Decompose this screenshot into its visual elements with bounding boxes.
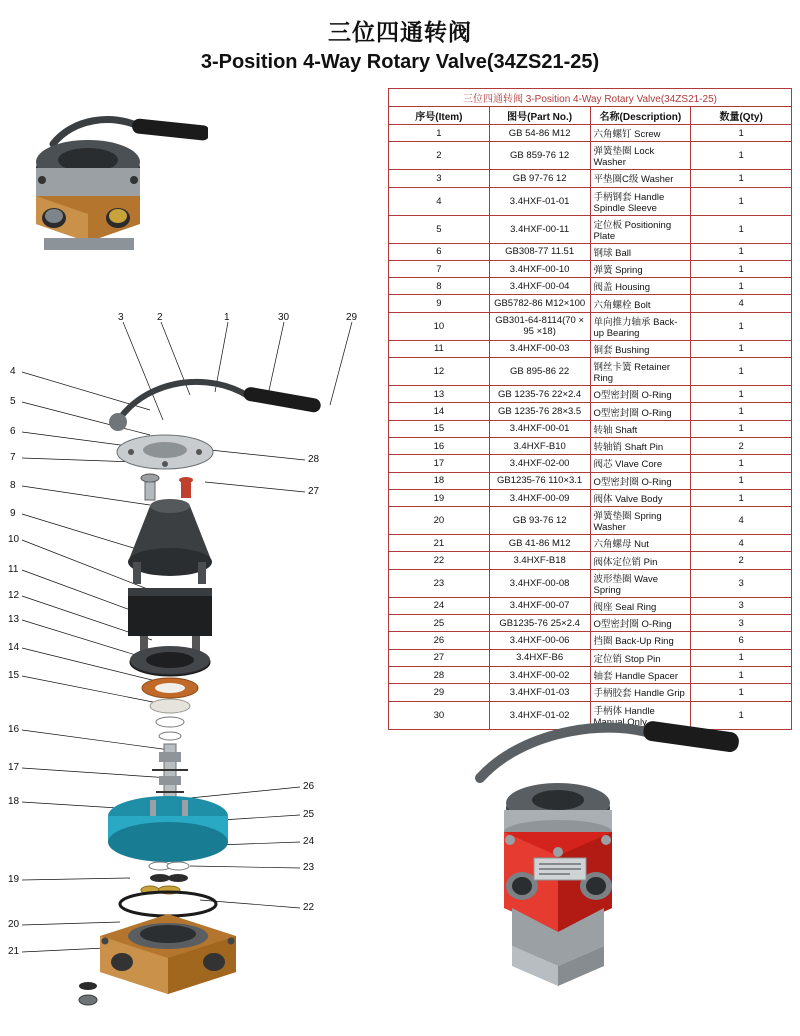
callout-12: 12 xyxy=(8,590,20,601)
cell-description: 六角螺母 Nut xyxy=(590,535,691,552)
cell-qty: 1 xyxy=(691,260,792,277)
table-row xyxy=(389,260,792,277)
cell-qty: 1 xyxy=(691,455,792,472)
table-row xyxy=(389,187,792,215)
product-photo-bottom xyxy=(440,700,750,1000)
callout-16: 16 xyxy=(8,724,20,735)
cell-description: 六角螺钉 Screw xyxy=(590,125,691,142)
table-row xyxy=(389,615,792,632)
cell-qty: 1 xyxy=(691,403,792,420)
cell-item: 21 xyxy=(389,535,490,552)
cell-item: 29 xyxy=(389,684,490,701)
cell-description: 波形垫圈 Wave Spring xyxy=(590,569,691,597)
cell-description: 弹簧垫圈 Lock Washer xyxy=(590,142,691,170)
cell-qty: 1 xyxy=(691,142,792,170)
callout-7: 7 xyxy=(10,452,16,463)
cell-description: 钢球 Ball xyxy=(590,243,691,260)
header-item: 序号(Item) xyxy=(389,107,490,125)
table-row xyxy=(389,666,792,683)
table-row xyxy=(389,142,792,170)
cell-qty: 1 xyxy=(691,215,792,243)
cell-part-no: 3.4HXF-00-09 xyxy=(489,489,590,506)
cell-description: 手柄体 Handle Manual Only xyxy=(590,701,691,729)
cell-part-no: GB5782-86 M12×100 xyxy=(489,295,590,312)
cell-item: 17 xyxy=(389,455,490,472)
callout-28: 28 xyxy=(308,454,320,465)
cell-item: 11 xyxy=(389,340,490,357)
callout-23: 23 xyxy=(303,862,315,873)
header-description: 名称(Description) xyxy=(590,107,691,125)
table-row xyxy=(389,569,792,597)
cell-item: 3 xyxy=(389,170,490,187)
cell-description: 转轴销 Shaft Pin xyxy=(590,437,691,454)
cell-item: 28 xyxy=(389,666,490,683)
cell-part-no: GB 1235-76 22×2.4 xyxy=(489,386,590,403)
callout-25: 25 xyxy=(303,809,315,820)
cell-item: 13 xyxy=(389,386,490,403)
cell-part-no: 3.4HXF-00-08 xyxy=(489,569,590,597)
callout-22: 22 xyxy=(303,902,315,913)
cell-part-no: GB1235-76 25×2.4 xyxy=(489,615,590,632)
table-row xyxy=(389,215,792,243)
table-row xyxy=(389,125,792,142)
page-title xyxy=(0,18,800,75)
callout-24: 24 xyxy=(303,836,315,847)
cell-qty: 1 xyxy=(691,386,792,403)
table-row xyxy=(389,437,792,454)
table-row xyxy=(389,243,792,260)
cell-description: O型密封圈 O-Ring xyxy=(590,472,691,489)
cell-qty: 1 xyxy=(691,187,792,215)
cell-item: 10 xyxy=(389,312,490,340)
cell-part-no: GB 97-76 12 xyxy=(489,170,590,187)
table-row xyxy=(389,552,792,569)
callout-6: 6 xyxy=(10,426,16,437)
cell-description: 阀体 Valve Body xyxy=(590,489,691,506)
cell-part-no: 3.4HXF-B6 xyxy=(489,649,590,666)
cell-description: 阀盖 Housing xyxy=(590,278,691,295)
cell-description: 转轴 Shaft xyxy=(590,420,691,437)
cell-part-no: GB1235-76 110×3.1 xyxy=(489,472,590,489)
cell-part-no: GB 41-86 M12 xyxy=(489,535,590,552)
cell-item: 22 xyxy=(389,552,490,569)
table-row xyxy=(389,295,792,312)
cell-qty: 2 xyxy=(691,437,792,454)
table-row xyxy=(389,684,792,701)
callout-18: 18 xyxy=(8,796,20,807)
cell-qty: 1 xyxy=(691,340,792,357)
cell-item: 6 xyxy=(389,243,490,260)
cell-description: 定位销 Stop Pin xyxy=(590,649,691,666)
callout-13: 13 xyxy=(8,614,20,625)
cell-part-no: 3.4HXF-01-03 xyxy=(489,684,590,701)
cell-item: 30 xyxy=(389,701,490,729)
cell-item: 24 xyxy=(389,597,490,614)
table-caption: 三位四通转阀 3-Position 4-Way Rotary Valve(34ZS21-25) xyxy=(389,89,792,107)
cell-description: 挡圈 Back-Up Ring xyxy=(590,632,691,649)
cell-part-no: 3.4HXF-00-06 xyxy=(489,632,590,649)
cell-item: 27 xyxy=(389,649,490,666)
cell-qty: 1 xyxy=(691,358,792,386)
callout-29: 29 xyxy=(346,312,358,323)
parts-table xyxy=(388,88,792,730)
callout-9: 9 xyxy=(10,508,16,519)
callout-30: 30 xyxy=(278,312,290,323)
callout-14: 14 xyxy=(8,642,20,653)
cell-part-no: 3.4HXF-B10 xyxy=(489,437,590,454)
cell-description: 手柄胶套 Handle Grip xyxy=(590,684,691,701)
cell-part-no: 3.4HXF-01-01 xyxy=(489,187,590,215)
cell-part-no: GB 1235-76 28×3.5 xyxy=(489,403,590,420)
table-row xyxy=(389,507,792,535)
cell-part-no: 3.4HXF-00-10 xyxy=(489,260,590,277)
cell-description: 铜套 Bushing xyxy=(590,340,691,357)
cell-qty: 1 xyxy=(691,649,792,666)
cell-description: 阀芯 Vlave Core xyxy=(590,455,691,472)
callout-17: 17 xyxy=(8,762,20,773)
cell-qty: 4 xyxy=(691,295,792,312)
title-chinese: 三位四通转阀 xyxy=(328,19,472,45)
callout-10: 10 xyxy=(8,534,20,545)
cell-item: 8 xyxy=(389,278,490,295)
callout-20: 20 xyxy=(8,919,20,930)
cell-qty: 3 xyxy=(691,597,792,614)
cell-qty: 1 xyxy=(691,312,792,340)
cell-item: 25 xyxy=(389,615,490,632)
product-photo-top xyxy=(18,96,208,281)
callout-5: 5 xyxy=(10,396,16,407)
table-row xyxy=(389,472,792,489)
table-row xyxy=(389,597,792,614)
table-row xyxy=(389,312,792,340)
table-header-row xyxy=(389,107,792,125)
cell-description: 钢丝卡簧 Retainer Ring xyxy=(590,358,691,386)
cell-part-no: 3.4HXF-02-00 xyxy=(489,455,590,472)
cell-item: 20 xyxy=(389,507,490,535)
cell-part-no: 3.4HXF-00-01 xyxy=(489,420,590,437)
cell-part-no: GB 93-76 12 xyxy=(489,507,590,535)
cell-part-no: 3.4HXF-00-11 xyxy=(489,215,590,243)
cell-item: 14 xyxy=(389,403,490,420)
cell-item: 16 xyxy=(389,437,490,454)
table-row xyxy=(389,632,792,649)
cell-description: 六角螺栓 Bolt xyxy=(590,295,691,312)
cell-description: O型密封圈 O-Ring xyxy=(590,615,691,632)
table-row xyxy=(389,420,792,437)
cell-item: 15 xyxy=(389,420,490,437)
exploded-diagram xyxy=(0,300,388,1010)
table-row xyxy=(389,278,792,295)
cell-part-no: 3.4HXF-00-07 xyxy=(489,597,590,614)
cell-description: 弹簧 Spring xyxy=(590,260,691,277)
table-row xyxy=(389,455,792,472)
cell-part-no: GB308-77 11.51 xyxy=(489,243,590,260)
cell-qty: 4 xyxy=(691,535,792,552)
callout-1: 1 xyxy=(224,312,230,323)
cell-part-no: 3.4HXF-01-02 xyxy=(489,701,590,729)
cell-qty: 1 xyxy=(691,472,792,489)
cell-item: 1 xyxy=(389,125,490,142)
table-row xyxy=(389,386,792,403)
cell-qty: 1 xyxy=(691,701,792,729)
table-row xyxy=(389,489,792,506)
header-qty: 数量(Qty) xyxy=(691,107,792,125)
callout-21: 21 xyxy=(8,946,20,957)
cell-item: 19 xyxy=(389,489,490,506)
cell-qty: 1 xyxy=(691,243,792,260)
callout-15: 15 xyxy=(8,670,20,681)
cell-description: 手柄钢套 Handle Spindle Sleeve xyxy=(590,187,691,215)
table-row xyxy=(389,340,792,357)
cell-qty: 1 xyxy=(691,666,792,683)
cell-description: 阀体定位销 Pin xyxy=(590,552,691,569)
cell-qty: 6 xyxy=(691,632,792,649)
callout-19: 19 xyxy=(8,874,20,885)
cell-description: 单向推力轴承 Back-up Bearing xyxy=(590,312,691,340)
cell-item: 9 xyxy=(389,295,490,312)
header-part-no: 图号(Part No.) xyxy=(489,107,590,125)
cell-description: 弹簧垫圈 Spring Washer xyxy=(590,507,691,535)
callout-27: 27 xyxy=(308,486,320,497)
cell-part-no: 3.4HXF-00-03 xyxy=(489,340,590,357)
table-row xyxy=(389,649,792,666)
cell-item: 5 xyxy=(389,215,490,243)
cell-item: 7 xyxy=(389,260,490,277)
cell-qty: 1 xyxy=(691,420,792,437)
cell-part-no: GB 54-86 M12 xyxy=(489,125,590,142)
cell-description: 轴套 Handle Spacer xyxy=(590,666,691,683)
cell-description: 平垫圈C级 Washer xyxy=(590,170,691,187)
cell-qty: 1 xyxy=(691,489,792,506)
cell-part-no: GB 895-86 22 xyxy=(489,358,590,386)
callout-4: 4 xyxy=(10,366,16,377)
cell-part-no: 3.4HXF-00-04 xyxy=(489,278,590,295)
cell-item: 18 xyxy=(389,472,490,489)
cell-qty: 4 xyxy=(691,507,792,535)
cell-description: O型密封圈 O-Ring xyxy=(590,403,691,420)
table-row xyxy=(389,358,792,386)
cell-qty: 1 xyxy=(691,125,792,142)
cell-part-no: 3.4HXF-B18 xyxy=(489,552,590,569)
cell-qty: 3 xyxy=(691,569,792,597)
cell-part-no: GB 859-76 12 xyxy=(489,142,590,170)
cell-item: 12 xyxy=(389,358,490,386)
cell-qty: 1 xyxy=(691,278,792,295)
cell-item: 26 xyxy=(389,632,490,649)
table-row xyxy=(389,403,792,420)
cell-item: 2 xyxy=(389,142,490,170)
cell-item: 23 xyxy=(389,569,490,597)
title-english: 3-Position 4-Way Rotary Valve(34ZS21-25) xyxy=(200,50,600,73)
callout-8: 8 xyxy=(10,480,16,491)
cell-item: 4 xyxy=(389,187,490,215)
cell-description: 阀座 Seal Ring xyxy=(590,597,691,614)
cell-qty: 2 xyxy=(691,552,792,569)
cell-description: 定位板 Positioning Plate xyxy=(590,215,691,243)
cell-description: O型密封圈 O-Ring xyxy=(590,386,691,403)
cell-qty: 1 xyxy=(691,170,792,187)
table-row xyxy=(389,535,792,552)
cell-part-no: 3.4HXF-00-02 xyxy=(489,666,590,683)
cell-qty: 1 xyxy=(691,684,792,701)
callout-2: 2 xyxy=(157,312,163,323)
callout-11: 11 xyxy=(8,564,19,575)
table-row xyxy=(389,170,792,187)
cell-qty: 3 xyxy=(691,615,792,632)
callout-3: 3 xyxy=(118,312,124,323)
cell-part-no: GB301-64-8114(70 × 95 ×18) xyxy=(489,312,590,340)
callout-26: 26 xyxy=(303,781,315,792)
